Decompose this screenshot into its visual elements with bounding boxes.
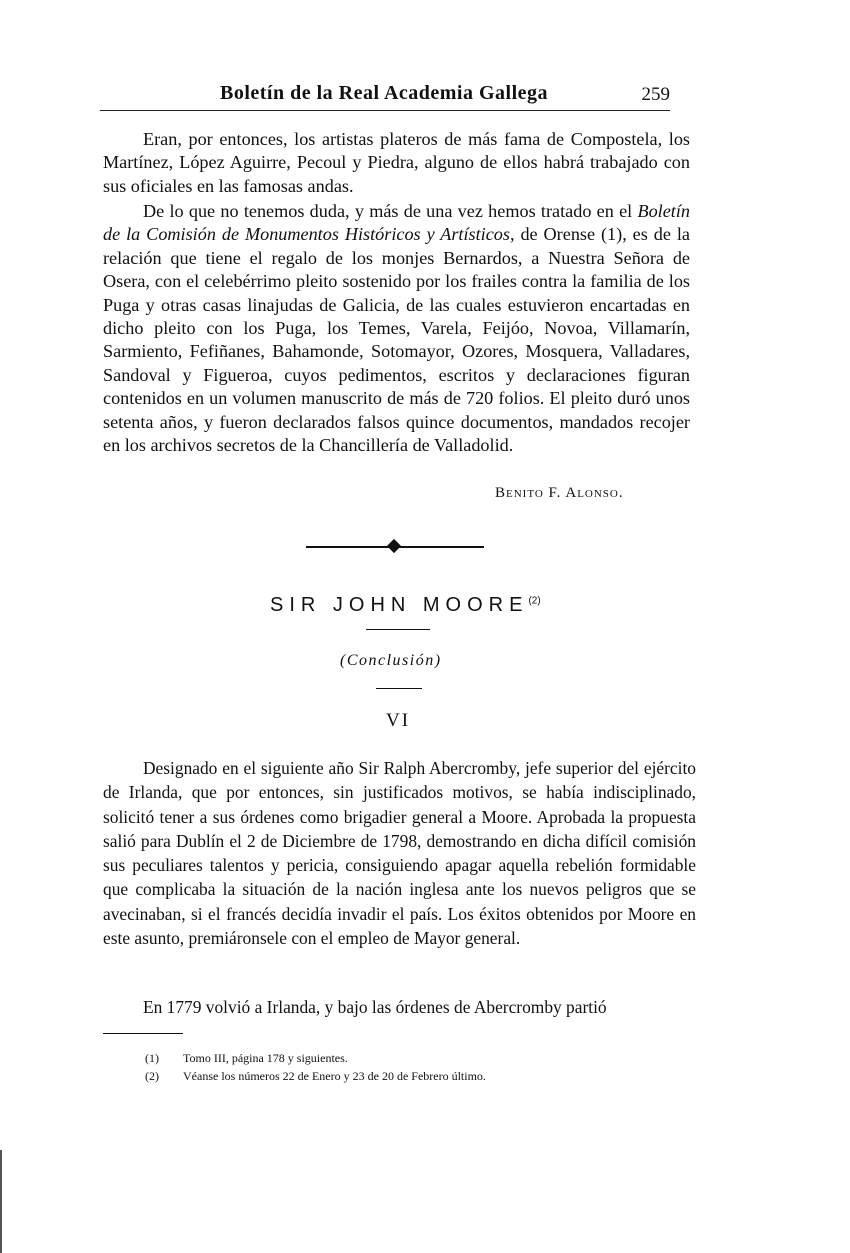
paragraph2-text-b: de Orense (1), es de la relación que tiene el regalo de los monjes Bernardos, a Nuestra Señora de Osera, con el celebérrimo pleito sostenido por los frailes contra la familia de los Puga y otras casas linajudas de Galicia, de las cuales estuvieron encartadas en dicho pleito con los Puga, los Temes, Varela, Feijóo, Novoa, Villamarín, Sarmiento, Fefiñanes, Bahamonde, Sotomayor, Ozores, Mosquera, Valladares, Sandoval y Figueroa, cuyos pedimentos, escritos y declaraciones figuran contenidos en un volumen manuscrito de más de 720 folios. El pleito duró unos setenta años, y fueron declarados falsos quince documentos, mandados recojer en los archivos secretos de la Chancillería de Valladolid. (103, 224, 690, 456)
title-footnote-mark: (2) (528, 595, 541, 607)
footnote-1 (145, 1050, 348, 1066)
footnote-2 (145, 1068, 486, 1084)
footnote-text: Tomo III, página 178 y siguientes. (183, 1051, 348, 1065)
footnote-mark: (2) (145, 1069, 159, 1083)
page-header (100, 82, 670, 111)
footnote-text: Véanse los números 22 de Enero y 23 de 20 de Febrero último. (183, 1069, 486, 1083)
footnote-mark: (1) (145, 1051, 159, 1065)
article-title (270, 594, 541, 617)
article-title-text: SIR JOHN MOORE (270, 594, 529, 616)
section-divider-ornament (306, 540, 484, 554)
section-number: VI (386, 710, 411, 731)
subtitle-underline (376, 688, 422, 689)
page-number: 259 (641, 84, 670, 105)
footnote-rule (103, 1033, 183, 1034)
title-underline (366, 629, 430, 630)
journal-title: Boletín de la Real Academia Gallega (220, 82, 549, 104)
commission-bulletin-title: Boletín de la Comisión de Monumentos Históricos y Artísticos, (103, 201, 690, 245)
paragraph2-text-a: De lo que no tenemos duda, y más de una vez hemos tratado en el (143, 201, 638, 221)
scan-edge (0, 1150, 2, 1253)
article1-paragraph1: Eran, por entonces, los artistas plateros de más fama de Compostela, los Martínez, López Aguirre, Pecoul y Piedra, alguno de ellos habrá trabajado con sus oficiales en las famosas andas. (103, 129, 690, 196)
author-signature: Benito F. Alonso. (495, 485, 624, 501)
article-subtitle: (Conclusión) (340, 652, 442, 669)
article1-paragraph2 (103, 200, 690, 457)
article2-paragraph1: Designado en el siguiente año Sir Ralph Abercromby, jefe superior del ejército de Irlanda, que por entonces, sin justificados motivos, se había indisciplinado, solicitó tener a sus órdenes como brigadier general a Moore. Aprobada la propuesta salió para Dublín el 2 de Diciembre de 1798, demostrando en dicha difícil comisión sus peculiares talentos y pericia, consiguiendo apagar aquella rebelión formidable que complicaba la situación de la nación inglesa ante los nuevos peligros que se avecinaban, si el francés decidía invadir el país. Los éxitos obtenidos por Moore en este asunto, premiáronsele con el empleo de Mayor general. (103, 758, 696, 949)
article2-paragraph2: En 1779 volvió a Irlanda, y bajo las órdenes de Abercromby partió (143, 997, 607, 1017)
